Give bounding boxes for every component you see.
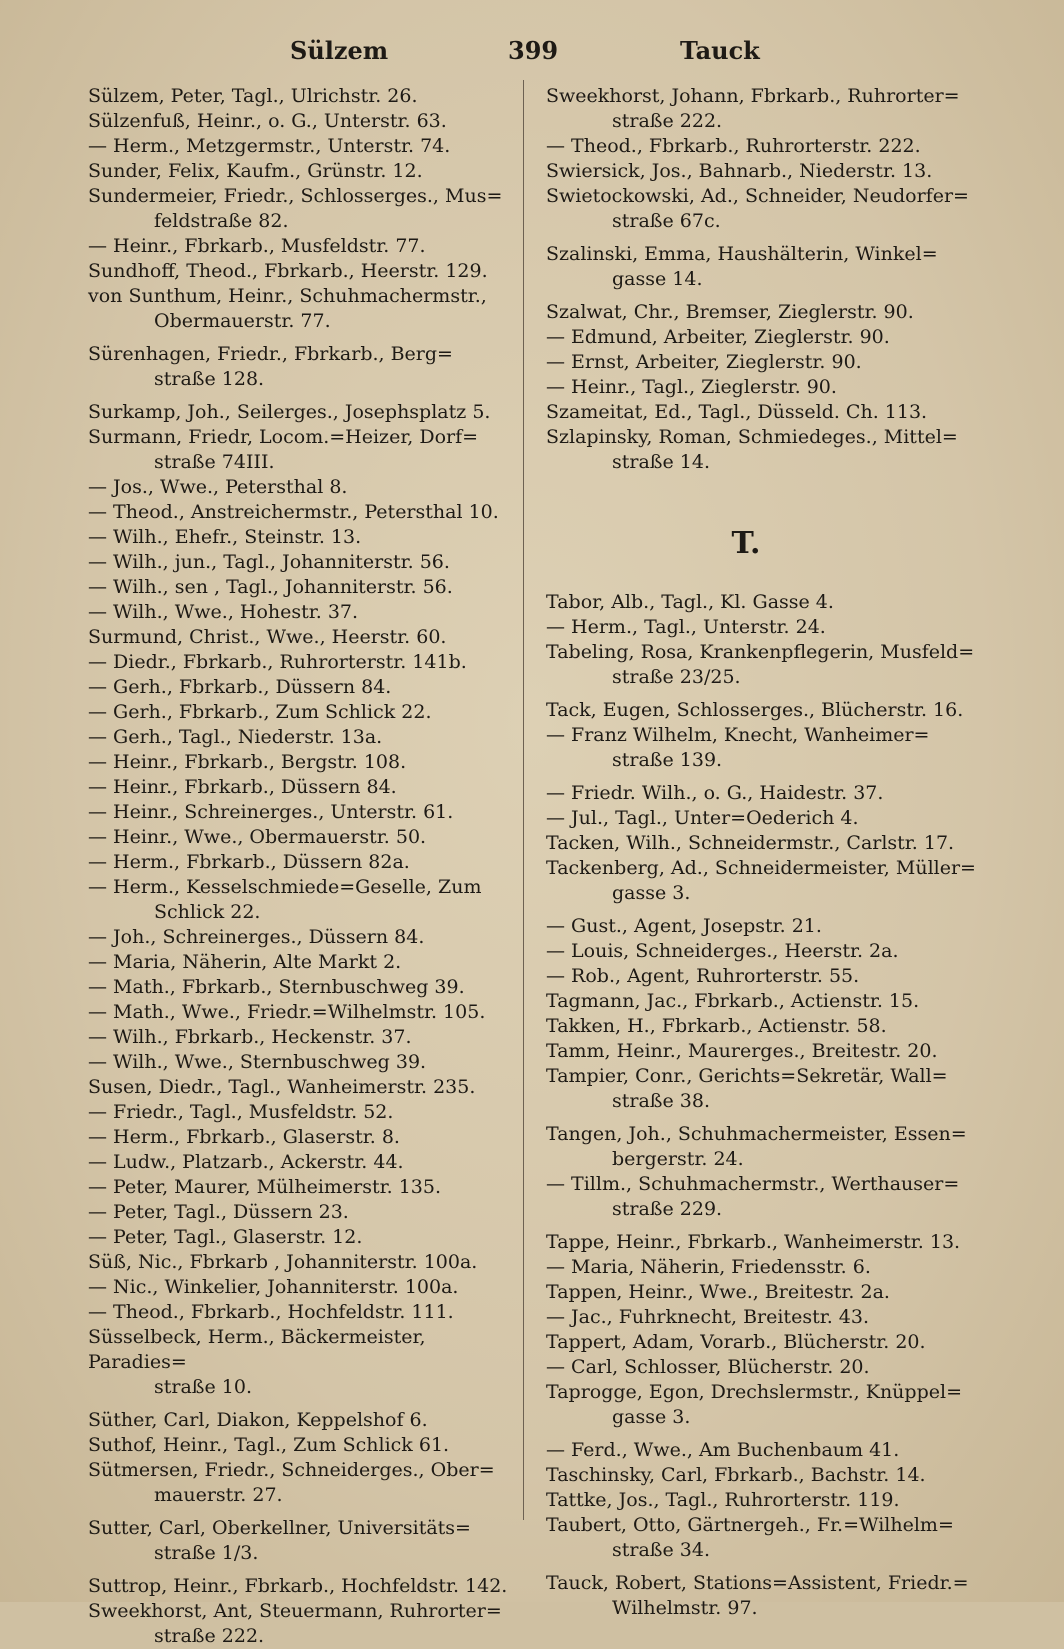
entry-line: Taschinsky, Carl, Fbrkarb., Bachstr. 14. — [546, 1464, 926, 1486]
entry-line: — Peter, Maurer, Mülheimerstr. 135. — [88, 1176, 442, 1198]
directory-entry — [88, 975, 508, 1000]
entry-line: — Gerh., Fbrkarb., Zum Schlick 22. — [88, 701, 432, 723]
header-left-keyword: Sülzem — [290, 36, 389, 65]
entry-line: Tabeling, Rosa, Krankenpflegerin, Musfeld= — [546, 641, 975, 663]
entry-line: Sundhoff, Theod., Fbrkarb., Heerstr. 129. — [88, 260, 488, 282]
entry-line: — Heinr., Wwe., Obermauerstr. 50. — [88, 826, 427, 848]
directory-entry — [88, 700, 508, 725]
entry-continuation: straße 74III. — [154, 451, 275, 473]
directory-entry — [546, 1513, 976, 1563]
directory-entry — [88, 1175, 508, 1200]
entry-line: — Gerh., Tagl., Niederstr. 13a. — [88, 726, 383, 748]
directory-entry — [546, 300, 976, 325]
entry-line: — Peter, Tagl., Düssern 23. — [88, 1201, 349, 1223]
entry-line: Tacken, Wilh., Schneidermstr., Carlstr. 17. — [546, 832, 955, 854]
directory-entry — [546, 914, 976, 939]
entry-line: Sweekhorst, Johann, Fbrkarb., Ruhrorter= — [546, 85, 960, 107]
directory-entry — [546, 1039, 976, 1064]
directory-entry — [88, 525, 508, 550]
entry-line: — Heinr., Fbrkarb., Bergstr. 108. — [88, 751, 407, 773]
entry-line: Tappert, Adam, Vorarb., Blücherstr. 20. — [546, 1331, 926, 1353]
directory-entry — [88, 134, 508, 159]
entry-line: — Maria, Näherin, Friedensstr. 6. — [546, 1256, 871, 1278]
directory-entry — [546, 184, 976, 234]
entry-continuation: Wilhelmstr. 97. — [612, 1597, 758, 1619]
entry-line: Sutter, Carl, Oberkellner, Universitäts= — [88, 1517, 471, 1539]
directory-entry — [546, 375, 976, 400]
directory-entry — [546, 781, 976, 806]
directory-entry — [546, 590, 976, 615]
entry-line: — Heinr., Tagl., Zieglerstr. 90. — [546, 376, 837, 398]
directory-entry — [546, 1438, 976, 1463]
directory-entry — [88, 1275, 508, 1300]
entry-line: — Ferd., Wwe., Am Buchenbaum 41. — [546, 1439, 900, 1461]
directory-entry — [546, 84, 976, 134]
directory-entry — [88, 1433, 508, 1458]
entry-line: Szlapinsky, Roman, Schmiedeges., Mittel= — [546, 426, 958, 448]
directory-entry — [546, 831, 976, 856]
directory-entry — [546, 856, 976, 906]
entry-line: — Math., Wwe., Friedr.=Wilhelmstr. 105. — [88, 1001, 486, 1023]
directory-entry — [546, 806, 976, 831]
entry-line: — Wilh., Wwe., Hohestr. 37. — [88, 601, 359, 623]
entry-line: — Heinr., Schreinerges., Unterstr. 61. — [88, 801, 454, 823]
entry-line: Szalinski, Emma, Haushälterin, Winkel= — [546, 243, 938, 265]
entry-line: — Peter, Tagl., Glaserstr. 12. — [88, 1226, 363, 1248]
directory-entry — [546, 1463, 976, 1488]
page-header — [0, 30, 1064, 70]
directory-entry — [88, 1225, 508, 1250]
entry-line: — Theod., Fbrkarb., Ruhrorterstr. 222. — [546, 135, 921, 157]
directory-entry — [546, 964, 976, 989]
entry-line: Taprogge, Egon, Drechslermstr., Knüppel= — [546, 1381, 962, 1403]
right-s-entries — [546, 84, 976, 475]
entry-line: Taubert, Otto, Gärtnergeh., Fr.=Wilhelm= — [546, 1514, 954, 1536]
directory-entry — [88, 1200, 508, 1225]
directory-entry — [546, 1172, 976, 1222]
directory-entry — [88, 1125, 508, 1150]
entry-line: Tagmann, Jac., Fbrkarb., Actienstr. 15. — [546, 990, 920, 1012]
entry-line: Surkamp, Joh., Seilerges., Josephsplatz 5. — [88, 401, 491, 423]
directory-entry — [546, 1122, 976, 1172]
directory-entry — [546, 242, 976, 292]
entry-line: — Heinr., Fbrkarb., Musfeldstr. 77. — [88, 235, 426, 257]
directory-entry — [88, 1325, 508, 1400]
entry-line: — Rob., Agent, Ruhrorterstr. 55. — [546, 965, 860, 987]
entry-line: — Joh., Schreinerges., Düssern 84. — [88, 926, 425, 948]
entry-continuation: straße 10. — [154, 1376, 252, 1398]
entry-line: Tattke, Jos., Tagl., Ruhrorterstr. 119. — [546, 1489, 900, 1511]
entry-line: — Louis, Schneiderges., Heerstr. 2a. — [546, 940, 899, 962]
directory-entry — [88, 425, 508, 475]
directory-entry — [546, 1305, 976, 1330]
entry-line: Suthof, Heinr., Tagl., Zum Schlick 61. — [88, 1434, 450, 1456]
entry-line: — Heinr., Fbrkarb., Düssern 84. — [88, 776, 397, 798]
directory-entry — [88, 500, 508, 525]
entry-line: Swietockowski, Ad., Schneider, Neudorfer= — [546, 185, 969, 207]
entry-continuation: gasse 14. — [612, 268, 703, 290]
entry-continuation: gasse 3. — [612, 1406, 691, 1428]
directory-entry — [546, 698, 976, 723]
entry-continuation: gasse 3. — [612, 882, 691, 904]
entry-line: — Carl, Schlosser, Blücherstr. 20. — [546, 1356, 870, 1378]
directory-entry — [88, 750, 508, 775]
entry-continuation: straße 14. — [612, 451, 710, 473]
entry-line: Tappen, Heinr., Wwe., Breitestr. 2a. — [546, 1281, 890, 1303]
directory-entry — [88, 925, 508, 950]
entry-line: — Friedr. Wilh., o. G., Haidestr. 37. — [546, 782, 884, 804]
directory-entry — [88, 1150, 508, 1175]
entry-continuation: straße 67c. — [612, 210, 721, 232]
entry-continuation: straße 229. — [612, 1198, 723, 1220]
directory-entry — [546, 134, 976, 159]
directory-entry — [88, 825, 508, 850]
column-divider — [523, 80, 524, 1520]
entry-line: — Friedr., Tagl., Musfeldstr. 52. — [88, 1101, 394, 1123]
directory-entry — [546, 615, 976, 640]
entry-line: Szameitat, Ed., Tagl., Düsseld. Ch. 113. — [546, 401, 928, 423]
directory-entry — [88, 650, 508, 675]
entry-line: — Diedr., Fbrkarb., Ruhrorterstr. 141b. — [88, 651, 467, 673]
entry-line: Suttrop, Heinr., Fbrkarb., Hochfeldstr. 142. — [88, 1575, 508, 1597]
entry-continuation: feldstraße 82. — [154, 210, 289, 232]
directory-entry — [88, 575, 508, 600]
entry-line: Swiersick, Jos., Bahnarb., Niederstr. 13. — [546, 160, 933, 182]
directory-entry — [546, 400, 976, 425]
entry-line: — Herm., Tagl., Unterstr. 24. — [546, 616, 826, 638]
directory-entry — [88, 675, 508, 700]
entry-continuation: straße 1/3. — [154, 1542, 259, 1564]
section-letter-t: T. — [731, 526, 761, 561]
directory-entry — [88, 284, 508, 334]
entry-line: Sweekhorst, Ant, Steuermann, Ruhrorter= — [88, 1600, 502, 1622]
entry-line: Tackenberg, Ad., Schneidermeister, Müller= — [546, 857, 976, 879]
directory-entry — [546, 1255, 976, 1280]
directory-entry — [546, 1571, 976, 1621]
directory-entry — [546, 1330, 976, 1355]
directory-entry — [88, 1300, 508, 1325]
directory-entry — [88, 1025, 508, 1050]
directory-entry — [88, 159, 508, 184]
entry-line: Surmann, Friedr, Locom.=Heizer, Dorf= — [88, 426, 479, 448]
entry-line: — Wilh., Ehefr., Steinstr. 13. — [88, 526, 362, 548]
entry-continuation: straße 34. — [612, 1539, 710, 1561]
entry-continuation: straße 139. — [612, 749, 723, 771]
directory-entry — [88, 550, 508, 575]
directory-entry — [546, 1488, 976, 1513]
entry-line: — Gerh., Fbrkarb., Düssern 84. — [88, 676, 392, 698]
right-t-entries — [546, 590, 976, 1621]
directory-entry — [546, 989, 976, 1014]
directory-entry — [88, 1516, 508, 1566]
entry-line: Tamm, Heinr., Maurerges., Breitestr. 20. — [546, 1040, 938, 1062]
entry-line: von Sunthum, Heinr., Schuhmachermstr., — [88, 285, 487, 307]
entry-line: Susen, Diedr., Tagl., Wanheimerstr. 235. — [88, 1076, 476, 1098]
entry-line: Szalwat, Chr., Bremser, Zieglerstr. 90. — [546, 301, 914, 323]
entry-line: — Gust., Agent, Josepstr. 21. — [546, 915, 822, 937]
entry-continuation: straße 128. — [154, 368, 265, 390]
entry-continuation: straße 23/25. — [612, 666, 741, 688]
directory-entry — [546, 640, 976, 690]
entry-line: — Theod., Anstreichermstr., Petersthal 10. — [88, 501, 499, 523]
directory-entry — [88, 109, 508, 134]
entry-line: Surmund, Christ., Wwe., Heerstr. 60. — [88, 626, 447, 648]
directory-entry — [546, 1064, 976, 1114]
entry-line: — Herm., Fbrkarb., Düssern 82a. — [88, 851, 410, 873]
directory-entry — [88, 84, 508, 109]
directory-entry — [546, 1280, 976, 1305]
directory-entry — [88, 600, 508, 625]
directory-entry — [88, 234, 508, 259]
directory-entry — [88, 850, 508, 875]
entry-line: Sundermeier, Friedr., Schlosserges., Mus= — [88, 185, 503, 207]
directory-entry — [546, 1380, 976, 1430]
directory-entry — [546, 1355, 976, 1380]
directory-entry — [88, 1599, 508, 1649]
entry-line: Tauck, Robert, Stations=Assistent, Friedr.= — [546, 1572, 969, 1594]
entry-line: — Wilh., sen , Tagl., Johanniterstr. 56. — [88, 576, 453, 598]
entry-line: — Jac., Fuhrknecht, Breitestr. 43. — [546, 1306, 869, 1328]
entry-line: Sunder, Felix, Kaufm., Grünstr. 12. — [88, 160, 423, 182]
directory-entry — [88, 950, 508, 975]
entry-line: Sütmersen, Friedr., Schneiderges., Ober= — [88, 1459, 495, 1481]
entry-line: — Theod., Fbrkarb., Hochfeldstr. 111. — [88, 1301, 454, 1323]
entry-line: — Wilh., Wwe., Sternbuschweg 39. — [88, 1051, 427, 1073]
entry-continuation: straße 222. — [154, 1625, 265, 1647]
directory-entry — [88, 259, 508, 284]
header-right-keyword: Tauck — [680, 36, 760, 65]
right-column — [546, 84, 976, 1621]
entry-line: Süsselbeck, Herm., Bäckermeister, Paradies= — [88, 1326, 426, 1373]
entry-line: — Herm., Kesselschmiede=Geselle, Zum — [88, 876, 482, 898]
directory-entry — [88, 184, 508, 234]
directory-entry — [88, 1075, 508, 1100]
entry-line: — Ernst, Arbeiter, Zieglerstr. 90. — [546, 351, 862, 373]
directory-entry — [88, 1458, 508, 1508]
directory-entry — [88, 775, 508, 800]
directory-entry — [88, 800, 508, 825]
directory-entry — [546, 159, 976, 184]
entry-line: Tabor, Alb., Tagl., Kl. Gasse 4. — [546, 591, 834, 613]
directory-entry — [88, 1050, 508, 1075]
entry-line: — Ludw., Platzarb., Ackerstr. 44. — [88, 1151, 404, 1173]
entry-line: — Franz Wilhelm, Knecht, Wanheimer= — [546, 724, 930, 746]
left-column — [88, 84, 508, 1649]
entry-continuation: Schlick 22. — [154, 901, 261, 923]
directory-entry — [546, 1230, 976, 1255]
directory-entry — [88, 725, 508, 750]
directory-entry — [88, 1000, 508, 1025]
entry-continuation: straße 222. — [612, 110, 723, 132]
entry-line: — Math., Fbrkarb., Sternbuschweg 39. — [88, 976, 465, 998]
directory-entry — [88, 625, 508, 650]
entry-line: Sülzenfuß, Heinr., o. G., Unterstr. 63. — [88, 110, 447, 132]
entry-line: — Edmund, Arbeiter, Zieglerstr. 90. — [546, 326, 890, 348]
directory-entry — [88, 342, 508, 392]
directory-entry — [546, 1014, 976, 1039]
entry-continuation: bergerstr. 24. — [612, 1148, 744, 1170]
entry-line: Tappe, Heinr., Fbrkarb., Wanheimerstr. 13. — [546, 1231, 961, 1253]
entry-line: Sürenhagen, Friedr., Fbrkarb., Berg= — [88, 343, 453, 365]
entry-line: — Wilh., jun., Tagl., Johanniterstr. 56. — [88, 551, 450, 573]
entry-line: Süß, Nic., Fbrkarb , Johanniterstr. 100a. — [88, 1251, 478, 1273]
entry-line: — Herm., Metzgermstr., Unterstr. 74. — [88, 135, 451, 157]
entry-line: Tack, Eugen, Schlosserges., Blücherstr. 16. — [546, 699, 964, 721]
directory-entry — [546, 425, 976, 475]
entry-line: Sülzem, Peter, Tagl., Ulrichstr. 26. — [88, 85, 418, 107]
entry-line: Tampier, Conr., Gerichts=Sekretär, Wall= — [546, 1065, 948, 1087]
entry-line: Süther, Carl, Diakon, Keppelshof 6. — [88, 1409, 428, 1431]
directory-entry — [88, 400, 508, 425]
page-number: 399 — [508, 36, 559, 65]
entry-line: — Nic., Winkelier, Johanniterstr. 100a. — [88, 1276, 459, 1298]
directory-entry — [88, 875, 508, 925]
entry-line: — Jos., Wwe., Petersthal 8. — [88, 476, 348, 498]
directory-entry — [546, 325, 976, 350]
entry-continuation: Obermauerstr. 77. — [154, 310, 331, 332]
entry-continuation: mauerstr. 27. — [154, 1484, 283, 1506]
directory-entry — [546, 939, 976, 964]
entry-line: Takken, H., Fbrkarb., Actienstr. 58. — [546, 1015, 887, 1037]
directory-entry — [88, 475, 508, 500]
entry-line: — Herm., Fbrkarb., Glaserstr. 8. — [88, 1126, 400, 1148]
directory-entry — [546, 723, 976, 773]
directory-entry — [88, 1250, 508, 1275]
entry-line: — Tillm., Schuhmachermstr., Werthauser= — [546, 1173, 960, 1195]
entry-continuation: straße 38. — [612, 1090, 710, 1112]
directory-entry — [88, 1100, 508, 1125]
entry-line: — Wilh., Fbrkarb., Heckenstr. 37. — [88, 1026, 412, 1048]
directory-entry — [546, 350, 976, 375]
entry-line: Tangen, Joh., Schuhmachermeister, Essen= — [546, 1123, 967, 1145]
directory-entry — [88, 1408, 508, 1433]
directory-entry — [88, 1574, 508, 1599]
entry-line: — Maria, Näherin, Alte Markt 2. — [88, 951, 402, 973]
entry-line: — Jul., Tagl., Unter=Oederich 4. — [546, 807, 859, 829]
